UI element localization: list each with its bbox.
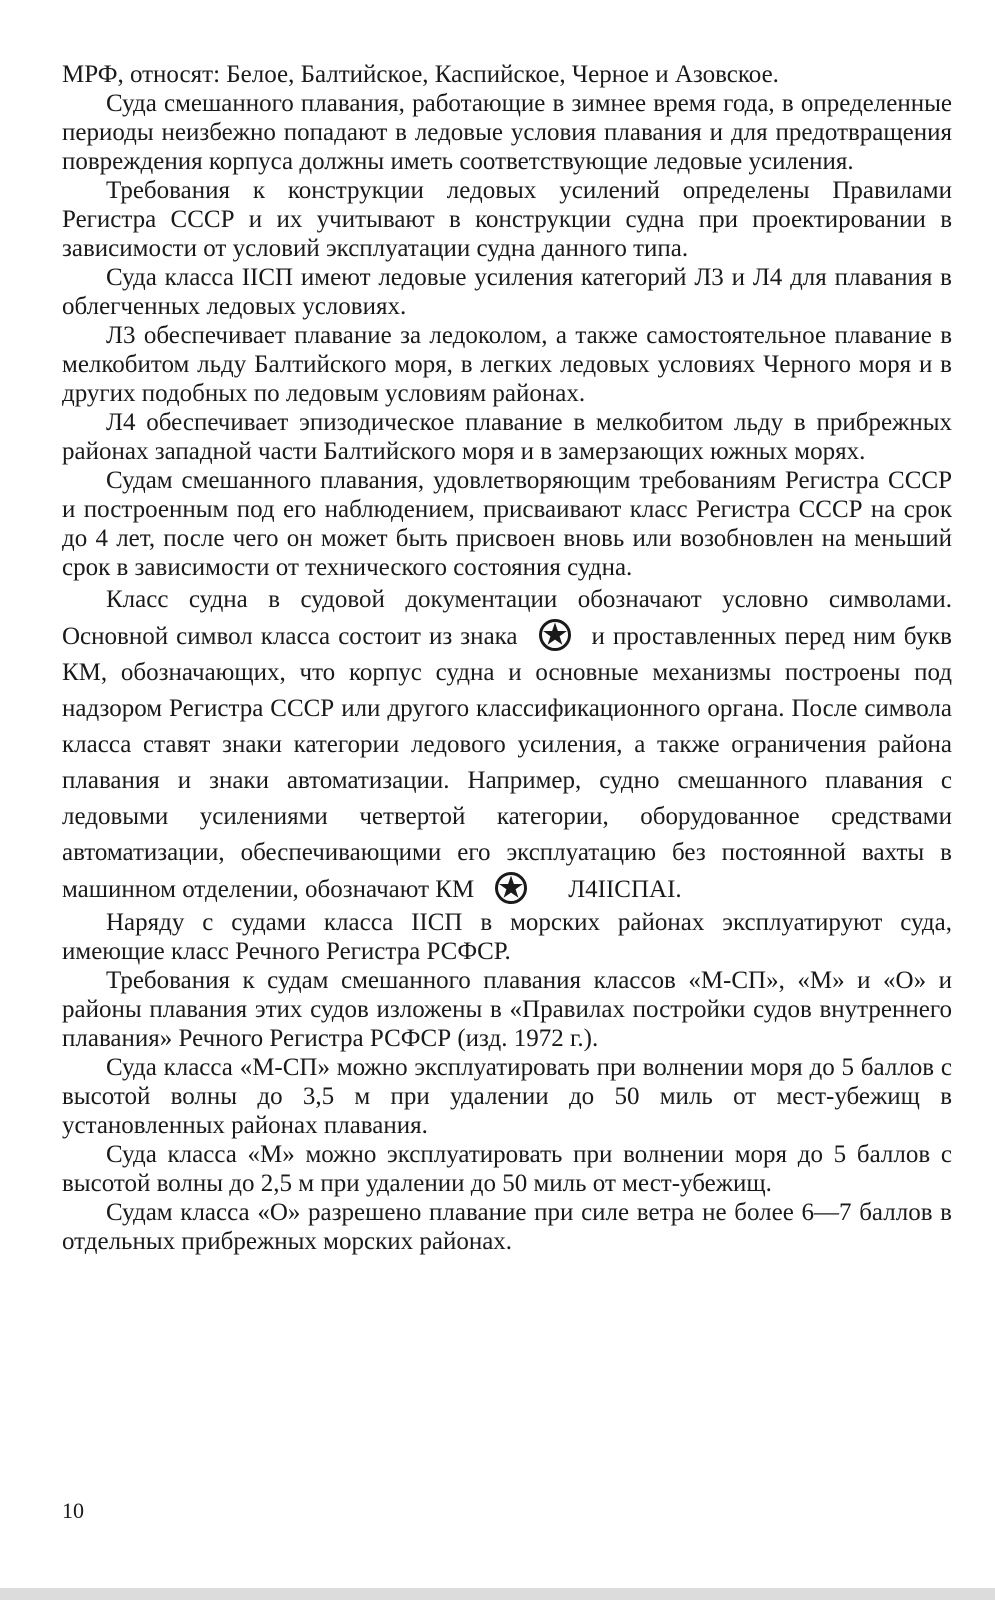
class-example-prefix: КМ xyxy=(435,876,475,903)
class-text-before-mark: Класс судна в судовой документации обозначают условно символами. Основной символ класса состоит из знака xyxy=(62,586,952,650)
paragraph-13: Судам класса «О» разрешено плавание при силе ветра не более 6—7 баллов в отдельных прибрежных морских районах. xyxy=(62,1199,952,1255)
page-number: 10 xyxy=(62,1498,84,1523)
class-symbol-paragraph xyxy=(62,582,952,908)
paragraph-5: Л3 обеспечивает плавание за ледоколом, а также самостоятельное плавание в мелкобитом льду Балтийского моря, в легких ледовых условиях Черного моря и в других подобных по ледовым условиям районах. xyxy=(62,322,952,407)
paragraph-7: Судам смешанного плавания, удовлетворяющим требованиям Регистра СССР и построенным под его наблюдением, присваивают класс Регистра СССР на срок до 4 лет, после чего он может быть присвоен вновь или возобновлен на меньший срок в зависимости от технического состояния судна. xyxy=(62,467,952,581)
scan-bottom-edge xyxy=(0,1588,995,1600)
paragraph-9: Наряду с судами класса IIСП в морских районах эксплуатируют суда, имеющие класс Речного Регистра РСФСР. xyxy=(62,909,952,965)
class-text-after-mark: и проставленных перед ним букв КМ, обозначающих, что корпус судна и основные механизмы построены под надзором Регистра СССР или другого классификационного органа. После символа класса ставят знаки категории ледового усиления, а также ограничения района плавания и знаки автоматизации. Например, судно смешанного плавания с ледовыми усилениями четвертой категории, оборудованное средствами автоматизации, обеспечивающими его эксплуатацию без постоянной вахты в машинном отделении, обозначают xyxy=(62,623,952,903)
paragraph-3: Требования к конструкции ледовых усилений определены Правилами Регистра СССР и их учитывают в конструкции судна при проектировании в зависимости от условий эксплуатации судна данного типа. xyxy=(62,177,952,262)
paragraph-4: Суда класса IIСП имеют ледовые усиления категорий Л3 и Л4 для плавания в облегченных ледовых условиях. xyxy=(62,264,952,320)
paragraph-1: МРФ, относят: Белое, Балтийское, Каспийское, Черное и Азовское. xyxy=(62,61,779,88)
class-example-suffix: Л4IIСПАI. xyxy=(568,876,682,903)
register-star-mark-icon xyxy=(494,871,528,905)
register-star-mark-icon xyxy=(538,618,572,652)
paragraph-12: Суда класса «М» можно эксплуатировать при волнении моря до 5 баллов с высотой волны до 2,5 м при удалении до 50 миль от мест-убежищ. xyxy=(62,1141,952,1197)
paragraph-10: Требования к судам смешанного плавания классов «М-СП», «М» и «О» и районы плавания этих судов изложены в «Правилах постройки судов внутреннего плавания» Речного Регистра РСФСР (изд. 1972 г.). xyxy=(62,967,952,1052)
paragraph-11: Суда класса «М-СП» можно эксплуатировать при волнении моря до 5 баллов с высотой волны до 3,5 м при удалении до 50 миль от мест-убежищ в установленных районах плавания. xyxy=(62,1054,952,1139)
paragraph-2: Суда смешанного плавания, работающие в зимнее время года, в определенные периоды неизбежно попадают в ледовые условия плавания и для предотвращения повреждения корпуса должны иметь соответствующие ледовые усиления. xyxy=(62,90,952,175)
paragraph-6: Л4 обеспечивает эпизодическое плавание в мелкобитом льду в прибрежных районах западной части Балтийского моря и в замерзающих южных морях. xyxy=(62,409,952,465)
document-page xyxy=(62,60,952,1256)
